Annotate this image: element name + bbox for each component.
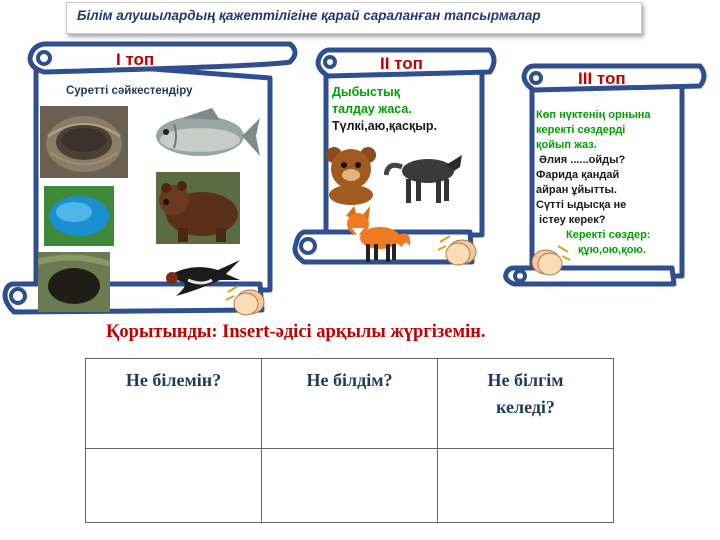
group-2-task-line3: Түлкі,аю,қасқыр. bbox=[332, 119, 438, 133]
group-2-task-line2: талдау жаса. bbox=[332, 102, 412, 116]
header-want-line1: Не білгім bbox=[487, 370, 564, 390]
bear-cub-image bbox=[318, 143, 384, 205]
table-row bbox=[86, 449, 614, 523]
group-2-label: ІІ топ bbox=[380, 54, 423, 73]
nest-image bbox=[40, 106, 128, 178]
clapping-hands-icon bbox=[436, 232, 480, 268]
group-3-task-line9: Керекті сөздер: bbox=[566, 229, 651, 241]
table-header-row bbox=[86, 359, 614, 449]
clapping-hands-icon bbox=[224, 282, 268, 318]
bear-image bbox=[156, 172, 240, 244]
den-image bbox=[38, 252, 110, 312]
conclusion-text: Қорытынды: Insert-әдісі арқылы жүргіземін. bbox=[106, 322, 486, 342]
fish-image bbox=[142, 104, 260, 168]
table-header-cell bbox=[438, 359, 614, 449]
group-1-label: І топ bbox=[116, 50, 155, 69]
group-3-label: ІІІ топ bbox=[578, 69, 626, 88]
group-3-task-line5: Фарида қандай bbox=[536, 169, 620, 181]
fox-image bbox=[340, 206, 414, 264]
group-3-task-line8: істеу керек? bbox=[536, 214, 606, 226]
table-cell[interactable] bbox=[262, 449, 438, 523]
scroll-1-top bbox=[30, 44, 295, 72]
header-learned: Не білдім? bbox=[306, 370, 393, 390]
group-3-task-line3: қойып жаз. bbox=[536, 139, 597, 151]
group-1-task: Суретті сәйкестендіру bbox=[66, 85, 193, 97]
group-3-task-line1: Көп нүктенің орнына bbox=[536, 109, 651, 121]
group-3-task-line4: Әлия ......ойды? bbox=[536, 154, 626, 166]
group-3-task-line7: Сүтті ыдысқа не bbox=[536, 199, 627, 211]
group-3-task bbox=[536, 108, 651, 258]
group-3-task-line6: айран ұйытты. bbox=[536, 184, 617, 196]
clapping-hands-icon bbox=[528, 242, 572, 278]
page-title: Білім алушылардың қажеттілігіне қарай сараланған тапсырмалар bbox=[77, 8, 541, 23]
header-want-line2: келеді? bbox=[496, 397, 555, 417]
group-3-task-line2: керекті сөздерді bbox=[536, 124, 626, 136]
group-2-task bbox=[332, 84, 437, 135]
header-know: Не білемін? bbox=[125, 370, 222, 390]
lake-image bbox=[44, 186, 114, 246]
table-cell[interactable] bbox=[438, 449, 614, 523]
wolf-image bbox=[384, 145, 464, 207]
table-header-cell bbox=[262, 359, 438, 449]
insert-table bbox=[85, 358, 614, 523]
table-header-cell bbox=[86, 359, 262, 449]
group-3-task-line10: құю,ою,қою. bbox=[578, 244, 646, 256]
group-2-task-line1: Дыбыстық bbox=[332, 85, 400, 99]
table-cell[interactable] bbox=[86, 449, 262, 523]
